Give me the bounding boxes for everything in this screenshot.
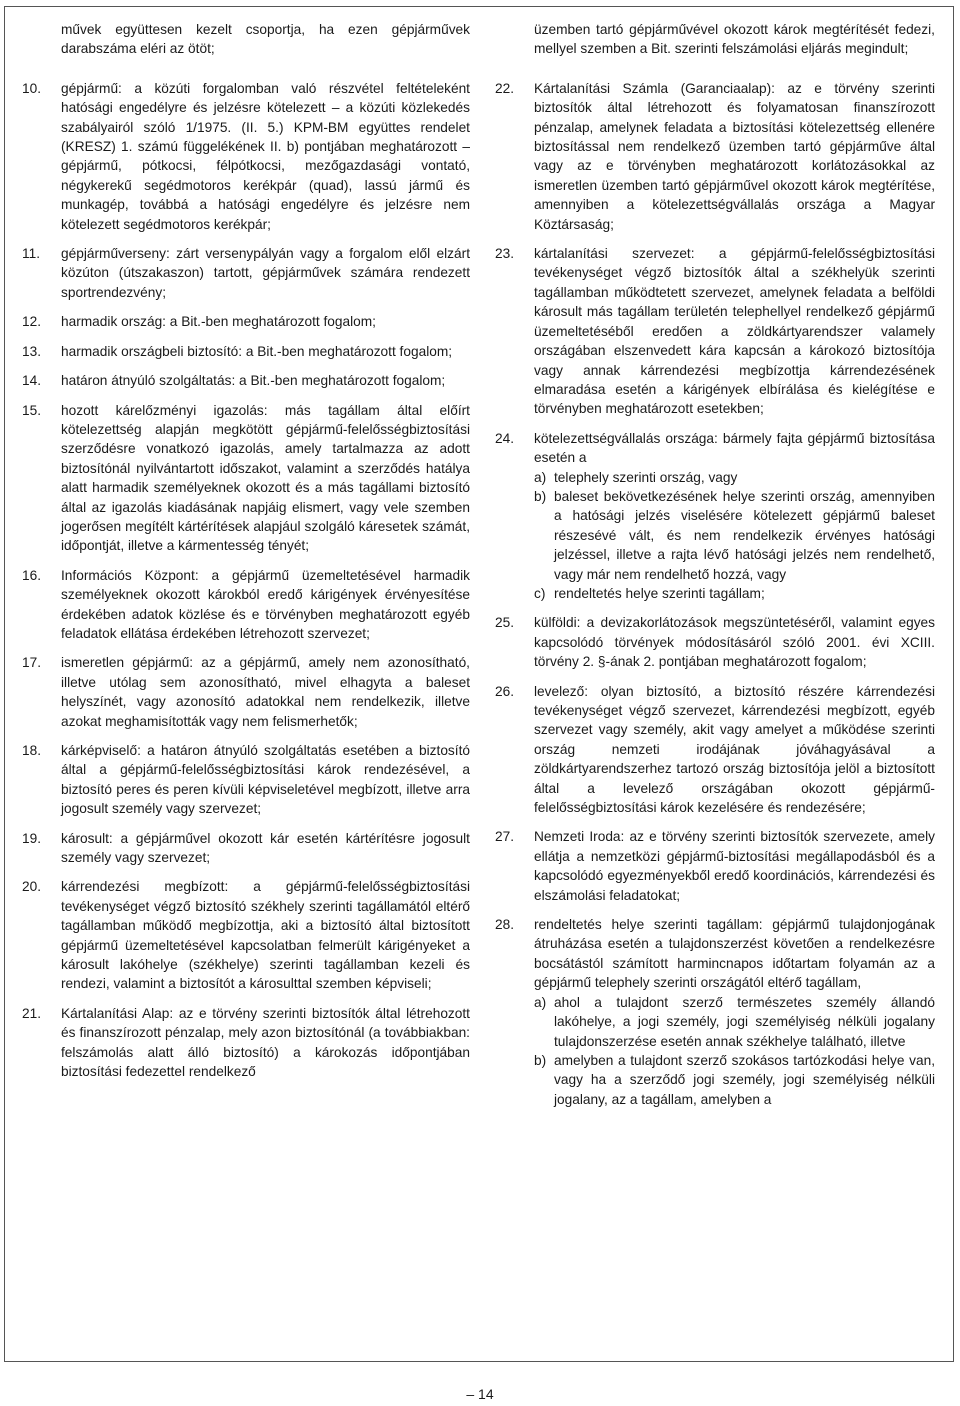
item-number: 18. [22,743,42,758]
sub-item [534,584,935,603]
definition-item [22,342,470,361]
definition-item [495,613,935,671]
item-text: levelező: olyan biztosító, a biztosító részére kárrendezési tevékenységet végző szervezet, kárrendezési megbízott, egyéb szervezet vagy személy, akit vagy amelyet a működése szerinti ország nemzeti irodájának jóváhagyásával a zöldkártyarendszerhez tartozó ország biztosítója jelöl a biztosított által a levelező országában okozott gépjármű-felelősségbiztosítási károk kezelésére és rendezésére; [534,683,935,816]
item-text: kárrendezési megbízott: a gépjármű-felelősségbiztosítási tevékenységet végző biztosító székhely szerinti tagállamától eltérő tagállamban működő megbízottja, aki a biztosító által biztosított gépjármű üzemeltetésével kapcsolatban felmerült kárigényeket a károsult lakóhelye (székhelye) szerinti tagállamban kezeli és rendezi, valamint a biztosítót a károsulttal szemben képviseli; [61,879,470,992]
item-number: 20. [22,879,42,895]
item-body [61,342,470,361]
sub-item-label: b) [534,488,547,504]
item-number: 28. [495,917,515,933]
sub-item-text: rendeltetés helye szerinti tagállam; [554,585,765,601]
item-body [534,79,935,234]
item-body [61,653,470,731]
definition-item [22,566,470,644]
item-number: 25. [495,615,515,631]
item-number: 16. [22,567,42,583]
item-text: Nemzeti Iroda: az e törvény szerinti biztosítók szervezete, amely ellátja a nemzetközi gépjármű-biztosítási megállapodásból és a kapcsolódó egyezményekből eredő koordinációs, kárrendezési és elszámolási feladatokat; [534,829,935,903]
item-number: 27. [495,829,515,845]
item-body [534,244,935,419]
item-number: 24. [495,430,515,446]
item-body [61,312,470,331]
definition-item [495,827,935,905]
sub-item-text: ahol a tulajdont szerző természetes személy állandó lakóhelye, a jogi személy, jogi személyiség nélküli jogalany tulajdonszerzése esetén annak székhelye található, illetve [554,994,935,1049]
item-body [61,244,470,302]
item-number: 26. [495,683,515,699]
sub-list [534,993,935,1109]
item-text: harmadik országbeli biztosító: a Bit.-ben meghatározott fogalom; [61,343,453,359]
definition-item [495,915,935,1109]
item-number: 23. [495,246,515,262]
definition-item [22,401,470,556]
right-definition-list [495,79,935,1109]
footer-dash: – [466,1386,475,1402]
definition-item [495,429,935,604]
item-text: kárképviselő: a határon átnyúló szolgáltatás esetében a biztosító által a gépjármű-felelősségbiztosítási károk rendezésével, a biztosító peres és peren kívüli képviseletével megbízott, illetve arra jogosult személy vagy szervezet; [61,743,470,817]
sub-item [534,487,935,584]
sub-item-label: a) [534,469,547,485]
item-text: ismeretlen gépjármű: az a gépjármű, amely nem azonosítható, illetve utólag sem azonosítható, mivel elhagyta a baleset helyszínét, vagy azonosító adatokkal nem rendelkezik, illetve azokat meghamisították vagy nem felismerhetők; [61,655,470,729]
item-number: 17. [22,655,42,671]
left-column [22,20,470,1092]
definition-item [22,741,470,819]
item-number: 21. [22,1005,42,1021]
item-text: határon átnyúló szolgáltatás: a Bit.-ben meghatározott fogalom; [61,373,446,389]
sub-item-label: b) [534,1052,547,1068]
sub-item-text: baleset bekövetkezésének helye szerinti ország, amennyiben a hatósági jelzés viselésére kötelezett gépjármű baleset részesévé vált, és nem rendelkezik érvényes hatósági jelzéssel, illetve a rajta lévő hatósági jelzés nem rendelhető, vagy már nem rendelhető hozzá, vagy [554,488,935,582]
definition-item [22,79,470,234]
definition-item [22,244,470,302]
definition-item [22,653,470,731]
sub-item [534,1051,935,1109]
item-body [61,741,470,819]
item-text: kötelezettségvállalás országa: bármely fajta gépjármű biztosítása esetén a [534,430,935,466]
item-body [534,429,935,604]
definition-item [22,1004,470,1082]
item-body [534,915,935,1109]
item-body [61,1004,470,1082]
item-text: gépjárműverseny: zárt versenypályán vagy a forgalom elől elzárt közúton (útszakaszon) tartott, gépjárművek számára rendezett sportrendezvény; [61,246,470,300]
item-body [534,613,935,671]
item-text: kártalanítási szervezet: a gépjármű-felelősségbiztosítási tevékenységet végző biztosítók által a székhelyük szerinti tagállamban működtetett szervezet, amelynek feladata a belföldi károsult más tagállam területén telephellyel rendelkező gépjármű üzemeltetéséből eredően a zöldkártyarendszer valamely országában elszenvedett kára kapcsán a károkozó biztosítója vagy annak kárrendezési megbízottja kárrendezésének elmaradása esetén a kárigények elbírálása és kielégítése e törvényben meghatározott esetekben; [534,246,935,417]
definition-item [22,877,470,993]
item-text: Információs Központ: a gépjármű üzemeltetésével harmadik személyeknek okozott károkból eredő kárigények érvényesítése érdekében adatok közlése és e törvényben meghatározott egyéb feladatok ellátása érdekében létrehozott szervezet; [61,567,470,641]
right-continuation: üzemben tartó gépjárművével okozott károk megtérítését fedezi, mellyel szemben a Bit. szerinti felszámolási eljárás megindult; [534,22,935,57]
item-number: 14. [22,373,42,389]
item-number: 12. [22,314,42,330]
item-text: hozott kárelőzményi igazolás: más tagállam által előírt kötelezettség alapján megkötött gépjármű-felelősségbiztosítási szerződésre vonatkozó igazolás, amely tartalmazza az adott biztosítónál nyilvántartott időszakot, valamint a szerződés hatálya alatt harmadik személyeknek okozott és a más tagállami biztosító által az igazolás kiadásának napjáig elismert, vagy vele szemben jogerősen megítélt kártérítések alapjául szolgáló káresetek számát, időpontját, illetve a kármentesség tényét; [61,402,470,554]
item-text: harmadik ország: a Bit.-ben meghatározott fogalom; [61,314,376,330]
item-body [534,682,935,818]
sub-item-label: a) [534,994,547,1010]
definition-item [495,244,935,419]
item-text: Kártalanítási Számla (Garanciaalap): az e törvény szerinti biztosítók által létrehozott és folyamatosan finanszírozott pénzalap, amelynek feladata a biztosítási kötelezettség ellenére biztosítással nem rendelkező üzemben tartó gépjárműve által vagy az e törvényben meghatározott korlátozásokkal az ismeretlen üzemben tartó gépjárművel okozott károk megtérítése, amennyiben a kötelezettségvállalás országa a Magyar Köztársaság; [534,80,935,232]
item-number: 15. [22,402,42,418]
item-text: Kártalanítási Alap: az e törvény szerinti biztosítók által létrehozott és finanszírozott pénzalap, mely azon biztosítónál (a továbbiakban: felszámolás alatt álló biztosító) a károkozás időpontjában biztosítási fedezettel rendelkező [61,1005,470,1080]
definition-item [22,312,470,331]
left-definition-list [22,79,470,1082]
item-number: 22. [495,80,515,96]
sub-item [534,993,935,1051]
item-text: károsult: a gépjárművel okozott kár esetén kártérítésre jogosult személy vagy szervezet; [61,830,470,866]
item-text: gépjármű: a közúti forgalomban való részvétel feltételeként hatósági engedélyre és jelzésre kötelezett – a közúti közlekedés szabályairól szóló 1/1975. (II. 5.) KPM-BM együttes rendelet (KRESZ) 1. számú függelékének II. b) pontjában meghatározott – gépjármű, pótkocsi, félpótkocsi, mezőgazdasági vontató, négykerekű segédmotoros kerékpár (quad), lassú jármű és munkagép, továbbá a hatósági engedélyre és jelzésre nem kötelezett segédmotoros kerékpár; [61,80,470,232]
right-column [495,20,935,1119]
item-body [61,371,470,390]
definition-item [22,829,470,868]
item-text: rendeltetés helye szerinti tagállam: gépjármű tulajdonjogának átruházása esetén a tulajdonszerzést követően a rendelkezésre bocsátástól számított harmincnapos időtartam folyamán az a gépjármű telephely szerinti országától eltérő tagállam, [534,917,935,991]
item-text: külföldi: a devizakorlátozások megszüntetéséről, valamint egyes kapcsolódó törvények módosításáról szóló 2001. évi XCIII. törvény 2. §-ának 2. pontjában meghatározott fogalom; [534,615,935,670]
definition-item [495,79,935,234]
sub-list [534,468,935,604]
sub-item-text: telephely szerinti ország, vagy [554,469,738,485]
sub-item-text: amelyben a tulajdont szerző szokásos tartózkodási helye van, vagy ha a szerződő jogi személy, jogi személyiség nélküli jogalany, az a tagállam, amelyben a [554,1052,935,1107]
item-number: 13. [22,343,42,359]
item-body [61,401,470,556]
item-body [534,827,935,905]
item-number: 10. [22,80,42,96]
page-footer [0,1386,960,1402]
item-body [61,566,470,644]
left-continuation: művek együttesen kezelt csoportja, ha ezen gépjárművek darabszáma eléri az ötöt; [61,22,470,57]
item-number: 11. [22,246,41,262]
item-number: 19. [22,830,42,846]
sub-item [534,468,935,487]
sub-item-label: c) [534,585,546,601]
definition-item [22,371,470,390]
item-body [61,877,470,993]
definition-item [495,682,935,818]
page-number: 14 [478,1386,494,1402]
item-body [61,79,470,234]
item-body [61,829,470,868]
